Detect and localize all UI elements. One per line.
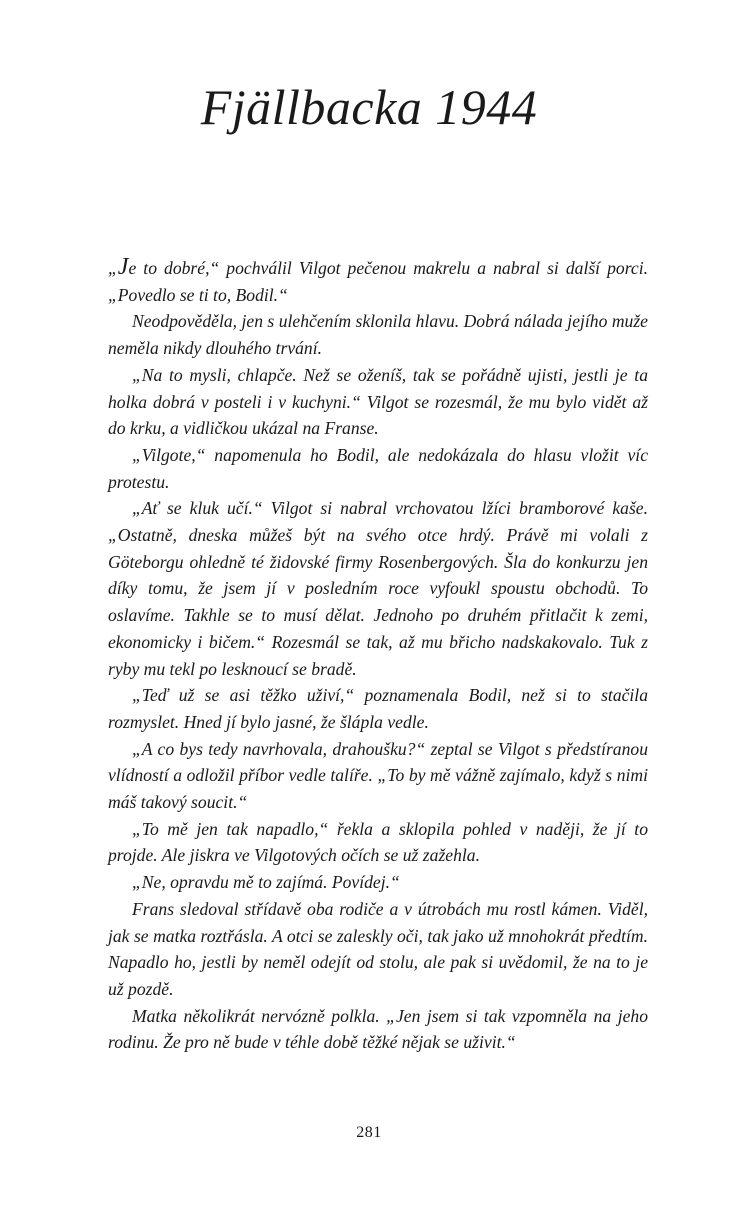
paragraph-1 [108, 255, 648, 308]
page-number: 281 [356, 1124, 382, 1141]
paragraph-10: Frans sledoval střídavě oba rodiče a v útrobách mu rostl kámen. Viděl, jak se matka roztřásla. A otci se zaleskly oči, tak jako už mnohokrát předtím. Napadlo ho, jestli by neměl odejít od stolu, ale pak si uvědomil, že na to je už pozdě. [108, 898, 648, 999]
paragraph-5: „Ať se kluk učí.“ Vilgot si nabral vrchovatou lžíci bramborové kaše. „Ostatně, dneska můžeš být na svého otce hrdý. Právě mi volali z Göteborgu ohledně té židovské firmy Rosenbergových. Šla do konkurzu jen díky tomu, že jsem jí v posledním roce vyfoukl spoustu obchodů. To oslavíme. Takhle se to musí dělat. Jednoho po druhém přitlačit k zemi, ekonomicky i bičem.“ Rozesmál se tak, až mu břicho nadskakovalo. Tuk z ryby mu tekl po lesknoucí se bradě. [108, 498, 648, 679]
paragraph-9: „Ne, opravdu mě to zajímá. Povídej.“ [132, 872, 400, 893]
paragraph-2: Neodpověděla, jen s ulehčením sklonila hlavu. Dobrá nálada jejího muže neměla nikdy dlouhého trvání. [108, 311, 648, 359]
paragraph-7: „A co bys tedy navrhovala, drahoušku?“ zeptal se Vilgot s předstíranou vlídností a odložil příbor vedle talíře. „To by mě vážně zajímalo, když s nimi máš takový soucit.“ [108, 738, 648, 813]
paragraph-4: „Vilgote,“ napomenula ho Bodil, ale nedokázala do hlasu vložit víc protestu. [108, 444, 648, 492]
drop-cap: J [117, 254, 129, 280]
paragraph-11: Matka několikrát nervózně polkla. „Jen jsem si tak vzpomněla na jeho rodinu. Že pro ně bude v téhle době těžké nějak se uživit.“ [108, 1005, 648, 1053]
paragraph-8: „To mě jen tak napadlo,“ řekla a sklopila pohled v naději, že jí to projde. Ale jiskra ve Vilgotových očích se už zažehla. [108, 818, 648, 866]
paragraph-3: „Na to mysli, chlapče. Než se oženíš, tak se pořádně ujisti, jestli je ta holka dobrá v posteli i v kuchyni.“ Vilgot se rozesmál, že mu bylo vidět až do krku, a vidličkou ukázal na Franse. [108, 364, 648, 439]
opening-quote: „ [108, 258, 118, 278]
paragraph-1-text: e to dobré,“ pochválil Vilgot pečenou makrelu a nabral si další porci. „Povedlo se ti to, Bodil.“ [108, 258, 648, 305]
chapter-title: Fjällbacka 1944 [200, 79, 538, 135]
body-text [108, 255, 648, 1056]
paragraph-6: „Teď už se asi těžko uživí,“ poznamenala Bodil, než si to stačila rozmyslet. Hned jí bylo jasné, že šlápla vedle. [108, 685, 648, 732]
